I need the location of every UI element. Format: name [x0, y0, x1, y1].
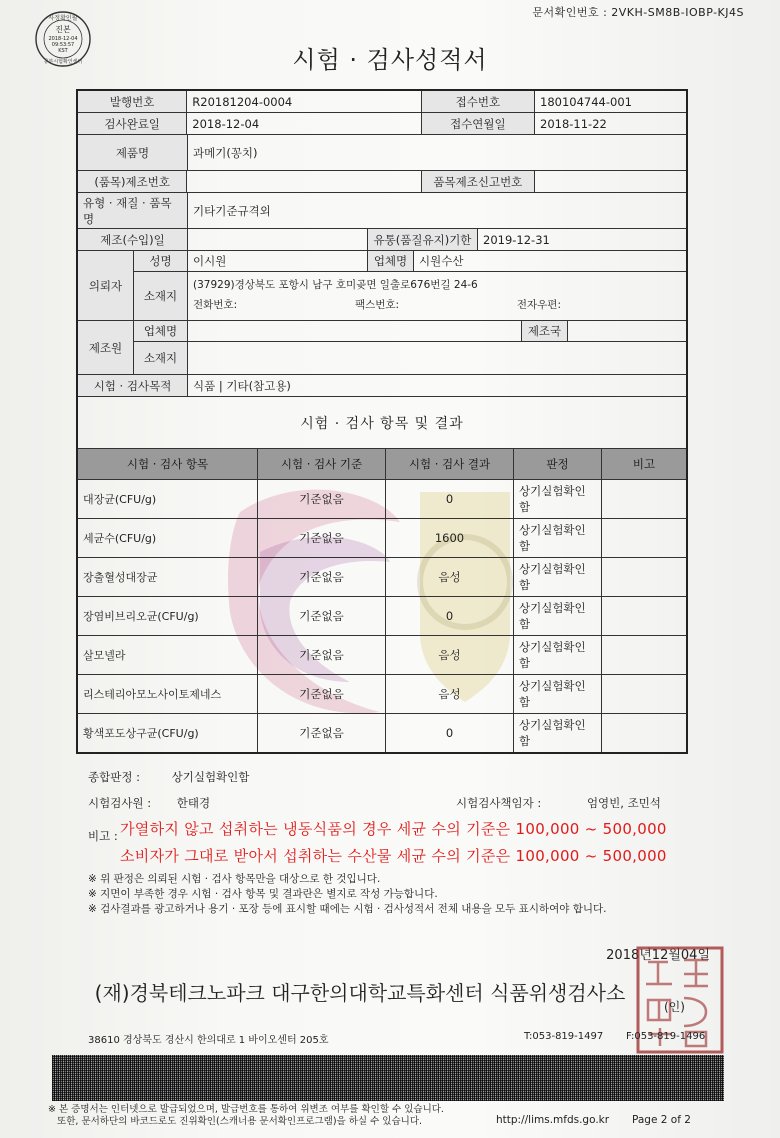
result-item: 대장균(CFU/g): [78, 480, 258, 518]
remark-label: 비고 :: [88, 829, 118, 843]
footnote: ※ 검사결과를 광고하거나 용기 · 포장 등에 표시할 때에는 시험 · 검사성적서 전체 내용을 모두 표시하여야 합니다.: [88, 903, 607, 915]
overall-row: [88, 769, 249, 785]
issue-no: R20181204-0004: [187, 91, 421, 112]
issue-no-label: 발행번호: [78, 91, 187, 112]
organization-name: (재)경북테크노파크 대구한의대학교특화센터 식품위생검사소: [94, 981, 626, 1005]
org-address: 38610 경상북도 경산시 한의대로 1 바이오센터 205호: [88, 1035, 329, 1046]
results-title-row: [78, 397, 686, 449]
company-label: 업체명: [368, 251, 414, 271]
results-header: [78, 449, 686, 480]
result-note: [602, 519, 686, 557]
overall-value: 상기실험확인함: [171, 770, 250, 784]
result-judgement: 상기실험확인함: [514, 558, 602, 596]
info-row: [78, 91, 686, 113]
page-number: Page 2 of 2: [632, 1114, 691, 1126]
result-row: [78, 636, 686, 675]
result-note: [602, 636, 686, 674]
receipt-no: 180104744-001: [540, 94, 632, 109]
result-judgement: 상기실험확인함: [514, 714, 602, 752]
mfg-report: [535, 171, 686, 192]
results-title: 시험 · 검사 항목 및 결과: [300, 415, 464, 432]
info-row: [78, 193, 686, 229]
header-result: 시험 · 검사 결과: [386, 449, 514, 479]
maker-label: 제조원: [78, 321, 134, 374]
result-value: 음성: [386, 675, 514, 713]
result-judgement: 상기실험확인함: [514, 480, 602, 518]
svg-text:사정확인필: 사정확인필: [48, 15, 78, 22]
result-value: 0: [386, 714, 514, 752]
client-company: 시원수산: [419, 254, 464, 268]
svg-text:2018-12-04: 2018-12-04: [48, 36, 78, 42]
bottom-note: 또한, 문서하단의 바코드로도 진위확인(스캐너용 문서확인프로그램)을 하실 수 있습니다.: [48, 1116, 423, 1127]
result-standard: 기준없음: [258, 480, 386, 518]
document-confirm-number: 문서확인번호 : 2VKH-SM8B-IOBP-KJ4S: [532, 6, 744, 19]
result-value: 음성: [386, 636, 514, 674]
footnote: ※ 위 판정은 의뢰된 시험 · 검사 항목만을 대상으로 한 것입니다.: [88, 873, 381, 885]
info-row: [78, 375, 686, 397]
remark-line-1: 가열하지 않고 섭취하는 냉동식품의 경우 세균 수의 기준은 100,000 ~ 500,000: [120, 820, 667, 838]
header-note: 비고: [602, 449, 686, 479]
mfg-report-label: 품목제조신고번호: [422, 171, 535, 192]
result-note: [602, 558, 686, 596]
info-row: [78, 171, 686, 193]
issue-date: 2018년12월04일: [606, 948, 710, 963]
result-value: 1600: [386, 519, 514, 557]
product-name: 과메기(꽁치): [193, 145, 258, 160]
result-item: 장출혈성대장균: [78, 558, 258, 596]
result-row: [78, 714, 686, 752]
result-item: 황색포도상구균(CFU/g): [78, 714, 258, 752]
bottom-notes: [48, 1104, 444, 1128]
result-standard: 기준없음: [258, 597, 386, 635]
purpose-label: 시험 · 검사목적: [78, 375, 188, 396]
tester-value: 한태경: [176, 796, 211, 810]
mfg-no: [187, 171, 421, 192]
maker-section: [78, 321, 686, 375]
maker-address: [188, 342, 686, 374]
result-value: 음성: [386, 558, 514, 596]
verification-barcode: [52, 1055, 724, 1101]
result-judgement: 상기실험확인함: [514, 636, 602, 674]
type-value: 기타기준규격외: [193, 203, 271, 218]
header-judgement: 판정: [514, 449, 602, 479]
result-item: 장염비브리오균(CFU/g): [78, 597, 258, 635]
receipt-date: 2018-11-22: [540, 116, 607, 131]
result-value: 0: [386, 597, 514, 635]
phone-label: 전화번호:: [193, 299, 238, 311]
header-item: 시험 · 검사 항목: [78, 449, 258, 479]
result-item: 살모넬라: [78, 636, 258, 674]
result-note: [602, 714, 686, 752]
client-name: 이시원: [188, 251, 368, 271]
mfg-date: [188, 229, 368, 250]
info-row: [78, 135, 686, 171]
info-row: [78, 229, 686, 251]
overall-label: 종합판정 :: [88, 770, 140, 784]
maker-country: [568, 321, 686, 341]
document-title: 시험 · 검사성적서: [292, 46, 488, 74]
mfg-no-label: (품목)제조번호: [78, 171, 187, 192]
complete-date: 2018-12-04: [187, 113, 421, 134]
receipt-no-label: 접수번호: [422, 91, 535, 112]
result-note: [602, 675, 686, 713]
remark-line-2: 소비자가 그대로 받아서 섭취하는 수산물 세균 수의 기준은 100,000 ~ 500,000: [120, 847, 667, 865]
svg-text:공부시험확인센터: 공부시험확인센터: [43, 59, 83, 65]
type-label: 유형 · 재질 · 품목명: [78, 193, 188, 228]
maker-address-label: 소재지: [134, 342, 188, 374]
result-standard: 기준없음: [258, 519, 386, 557]
client-label: 의뢰자: [78, 251, 134, 320]
site-url: http://lims.mfds.go.kr: [496, 1114, 610, 1126]
result-standard: 기준없음: [258, 558, 386, 596]
result-judgement: 상기실험확인함: [514, 519, 602, 557]
fax-label: 팩스번호:: [354, 299, 400, 311]
result-note: [602, 480, 686, 518]
name-label: 성명: [134, 251, 188, 271]
tester-row: [88, 795, 210, 811]
result-standard: 기준없음: [258, 714, 386, 752]
client-section: [78, 251, 686, 321]
seal-mark: (인): [664, 1000, 685, 1014]
result-row: [78, 597, 686, 636]
complete-date-label: 검사완료일: [78, 113, 187, 134]
email-label: 전자우편:: [516, 299, 561, 311]
client-address: (37929)경상북도 포항시 남구 호미곶면 일출로676번길 24-6: [193, 279, 478, 291]
mfg-date-label: 제조(수입)일: [78, 229, 188, 250]
result-row: [78, 675, 686, 714]
svg-text:09:53:57: 09:53:57: [51, 42, 75, 48]
expiry-date: 2019-12-31: [483, 232, 550, 247]
result-row: [78, 558, 686, 597]
svg-text:진본: 진본: [55, 25, 71, 34]
manager-label: 시험검사책임자 :: [456, 796, 542, 810]
bottom-note: ※ 본 증명서는 인터넷으로 발급되었으며, 발급번호를 통하여 위변조 여부를 확인할 수 있습니다.: [48, 1104, 444, 1115]
header-standard: 시험 · 검사 기준: [258, 449, 386, 479]
result-note: [602, 597, 686, 635]
result-judgement: 상기실험확인함: [514, 675, 602, 713]
org-tel: T:053-819-1497: [524, 1031, 604, 1042]
product-label: 제품명: [78, 135, 188, 170]
maker-company-label: 업체명: [134, 321, 188, 341]
manager-row: [456, 795, 661, 811]
manager-value: 엄영빈, 조민석: [586, 796, 661, 810]
org-fax: F:053-819-1496: [626, 1031, 706, 1042]
expiry-label: 유통(품질유지)기한: [368, 229, 478, 250]
info-row: [78, 113, 686, 135]
address-label: 소재지: [134, 272, 188, 320]
tester-label: 시험검사원 :: [88, 796, 152, 810]
result-standard: 기준없음: [258, 636, 386, 674]
results-body: [78, 480, 686, 752]
svg-text:KST: KST: [58, 48, 68, 54]
info-table: [76, 89, 688, 754]
result-row: [78, 519, 686, 558]
footnote: ※ 지면이 부족한 경우 시험 · 검사 항목 및 결과란은 별지로 작성 가능합니다.: [88, 888, 438, 900]
result-row: [78, 480, 686, 519]
result-item: 세균수(CFU/g): [78, 519, 258, 557]
result-item: 리스테리아모노사이토제네스: [78, 675, 258, 713]
result-judgement: 상기실험확인함: [514, 597, 602, 635]
result-value: 0: [386, 480, 514, 518]
receipt-date-label: 접수연월일: [422, 113, 535, 134]
result-standard: 기준없음: [258, 675, 386, 713]
purpose-value: 식품 | 기타(참고용): [193, 378, 291, 393]
maker-country-label: 제조국: [522, 321, 568, 341]
maker-company: [188, 321, 522, 341]
